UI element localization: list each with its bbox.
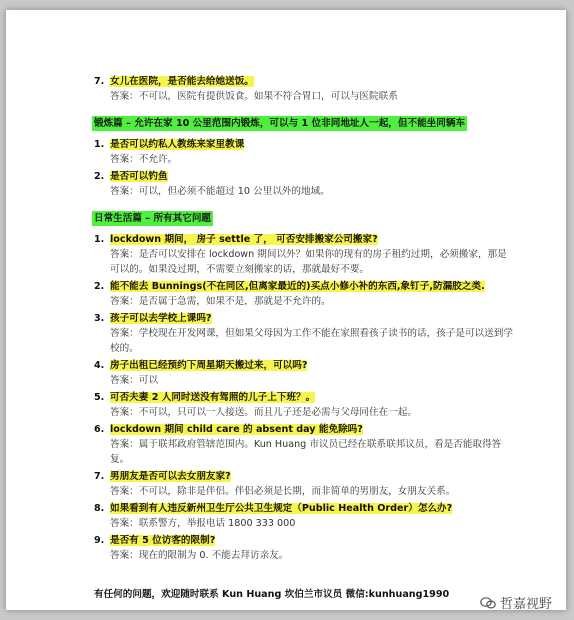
question-item	[94, 232, 514, 247]
document-content	[94, 74, 514, 612]
answer-text: 答案：联系警方，举报电话 1800 333 000	[110, 518, 296, 529]
question-item	[94, 358, 514, 373]
question-text: 是否可以钓鱼	[110, 171, 168, 182]
question-text: lockdown 期间 child care 的 absent day 能免除吗?	[110, 424, 363, 435]
question-text: lockdown 期间， 房子 settle 了， 可否安排搬家公司搬家?	[110, 234, 378, 245]
answer-text: 答案：是否可以安排在 lockdown 期间以外？如果你的现有的房子租约过期，必须搬家，那是可以的。如果没过期，不需要立刻搬家的话，那就最好不要。	[110, 249, 507, 275]
answer-text: 答案：不可以，除非是伴侣。伴侣必须是长期，而非简单的男朋友，女朋友关系。	[110, 486, 456, 497]
answer-text: 答案：可以，但必须不能超过 10 公里以外的地域。	[110, 186, 330, 197]
question-number: 2.	[94, 281, 105, 292]
answer-text: 答案：是否属于急需，如果不是，那就是不允许的。	[110, 296, 331, 307]
question-number: 9.	[94, 535, 105, 546]
section-heading-exercise: 锻炼篇 – 允许在家 10 公里范围内锻炼，可以与 1 位非同地址人一起，但不能坐同辆车	[94, 118, 466, 129]
question-text: 房子出租已经预约下周星期天搬过来，可以吗?	[110, 360, 308, 371]
question-text: 孩子可以去学校上课吗?	[110, 313, 212, 324]
question-text: 是否有 5 位访客的限制?	[110, 535, 216, 546]
question-text: 能不能去 Bunnings(不在同区,但离家最近的)买点小修小补的东西,象钉子,防漏胶之类.	[110, 281, 485, 292]
question-item	[94, 169, 514, 184]
answer-text: 答案：现在的限制为 0. 不能去拜访亲友。	[110, 550, 289, 561]
question-number: 1.	[94, 234, 105, 245]
wechat-icon	[480, 597, 496, 609]
question-number: 1.	[94, 139, 105, 150]
question-item	[94, 501, 514, 516]
question-item	[94, 533, 514, 548]
answer-text: 答案：不可以，只可以一人接送。而且儿子还是必需与父母同住在一起。	[110, 407, 417, 418]
answer-text: 答案：不允许。	[110, 154, 178, 165]
question-item	[94, 311, 514, 326]
question-item	[94, 390, 514, 405]
contact-footer: 有任何的问题，欢迎随时联系 Kun Huang 坎伯兰市议员 微信:kunhuang1990	[94, 589, 450, 600]
question-number: 7.	[94, 76, 105, 87]
question-number: 4.	[94, 360, 105, 371]
question-text: 男朋友是否可以去女朋友家?	[110, 471, 231, 482]
question-number: 8.	[94, 503, 105, 514]
question-number: 6.	[94, 424, 105, 435]
question-item	[94, 137, 514, 152]
answer-text: 答案：学校现在开发网课，但如果父母因为工作不能在家照看孩子读书的话，孩子是可以送到学校的。	[110, 328, 513, 354]
answer-text: 答案：可以	[110, 375, 158, 386]
question-item	[94, 469, 514, 484]
exercise-question-list	[94, 137, 514, 199]
question-number: 5.	[94, 392, 105, 403]
daily-question-list	[94, 232, 514, 563]
question-item	[94, 279, 514, 294]
question-number: 2.	[94, 171, 105, 182]
question-item	[94, 422, 514, 437]
document-page	[6, 10, 566, 610]
watermark-text: 哲嘉视野	[500, 597, 553, 612]
section-heading-daily: 日常生活篇 – 所有其它问题	[94, 213, 212, 224]
question-text: 是否可以约私人教练来家里教课	[110, 139, 245, 150]
answer-text: 答案：属于联邦政府管辖范围内。Kun Huang 市议员已经在联系联邦议员，看是否能取得答复。	[110, 439, 502, 465]
watermark	[480, 593, 552, 612]
question-text: 如果看到有人违反新州卫生厅公共卫生规定（Public Health Order）怎么办?	[110, 503, 453, 514]
question-text: 女儿在医院，是否能去给她送饭。	[110, 76, 254, 87]
answer-text: 答案：不可以，医院有提供饭食。如果不符合胃口，可以与医院联系	[110, 91, 398, 102]
question-number: 3.	[94, 313, 105, 324]
question-text: 可否夫妻 2 人同时送没有驾照的儿子上下班？。	[110, 392, 316, 403]
question-item	[94, 74, 514, 89]
question-number: 7.	[94, 471, 105, 482]
